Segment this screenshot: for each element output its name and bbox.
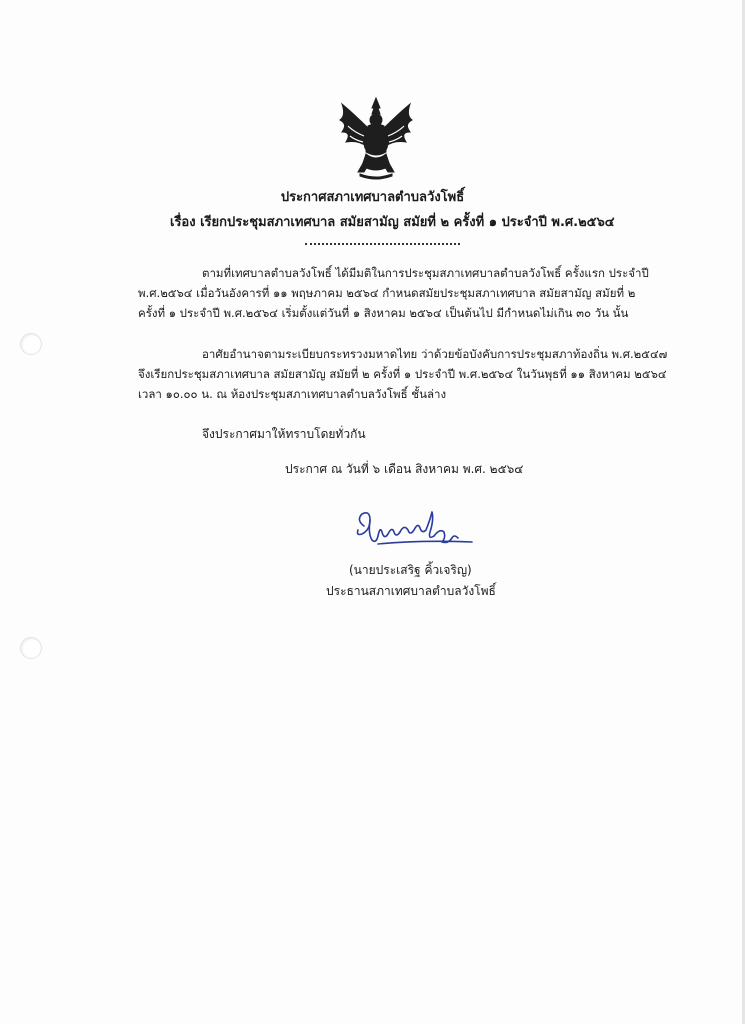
- signatory-name: (นายประเสริฐ คิ้วเจริญ): [349, 563, 472, 577]
- dotted-divider: [305, 243, 460, 245]
- paragraph-1-line-3: ครั้งที่ ๑ ประจำปี พ.ศ.๒๕๖๔ เริ่มตั้งแต่วันที่ ๑ สิงหาคม ๒๕๖๔ เป็นต้นไป มีกำหนดไม่เกิน ๓๐ วัน นั้น: [138, 306, 629, 320]
- paragraph-2: [202, 344, 668, 364]
- signatory-position: ประธานสภาเทศบาลตำบลวังโพธิ์: [326, 584, 496, 598]
- announcement-date: ประกาศ ณ วันที่ ๖ เดือน สิงหาคม พ.ศ. ๒๕๖๔: [285, 462, 524, 476]
- paragraph-2-line-1: อาศัยอำนาจตามระเบียบกระทรวงมหาดไทย ว่าด้วยข้อบังคับการประชุมสภาท้องถิ่น พ.ศ.๒๕๔๗: [202, 347, 668, 361]
- garuda-emblem-icon: [336, 96, 416, 180]
- paragraph-1-line-1: ตามที่เทศบาลตำบลวังโพธิ์ ได้มีมติในการประชุมสภาเทศบาลตำบลวังโพธิ์ ครั้งแรก ประจำปี: [202, 266, 649, 280]
- document-title: ประกาศสภาเทศบาลตำบลวังโพธิ์: [280, 190, 465, 205]
- punch-hole-top: [20, 333, 42, 355]
- paragraph-1-cont: [138, 283, 648, 323]
- punch-hole-bottom: [20, 637, 42, 659]
- paragraph-1-line-2: พ.ศ.๒๕๖๔ เมื่อวันอังคารที่ ๑๑ พฤษภาคม ๒๕๖๔ กำหนดสมัยประชุมสภาเทศบาล สมัยสามัญ สมัยที่ ๒: [138, 286, 636, 300]
- paragraph-2-line-3: เวลา ๑๐.๐๐ น. ณ ห้องประชุมสภาเทศบาลตำบลวังโพธิ์ ชั้นล่าง: [138, 387, 447, 401]
- document-subject: เรื่อง เรียกประชุมสภาเทศบาล สมัยสามัญ สมัยที่ ๒ ครั้งที่ ๑ ประจำปี พ.ศ.๒๕๖๔: [170, 215, 615, 230]
- announcement-line: จึงประกาศมาให้ทราบโดยทั่วกัน: [202, 427, 366, 441]
- handwritten-signature: [348, 500, 478, 560]
- paragraph-1: [170, 263, 649, 283]
- paragraph-2-cont: [138, 364, 667, 404]
- paragraph-2-line-2: จึงเรียกประชุมสภาเทศบาล สมัยสามัญ สมัยที่ ๒ ครั้งที่ ๑ ประจำปี พ.ศ.๒๕๖๔ ในวันพุธที่ ๑๑ สิงหาคม ๒๕๖๔: [138, 367, 667, 381]
